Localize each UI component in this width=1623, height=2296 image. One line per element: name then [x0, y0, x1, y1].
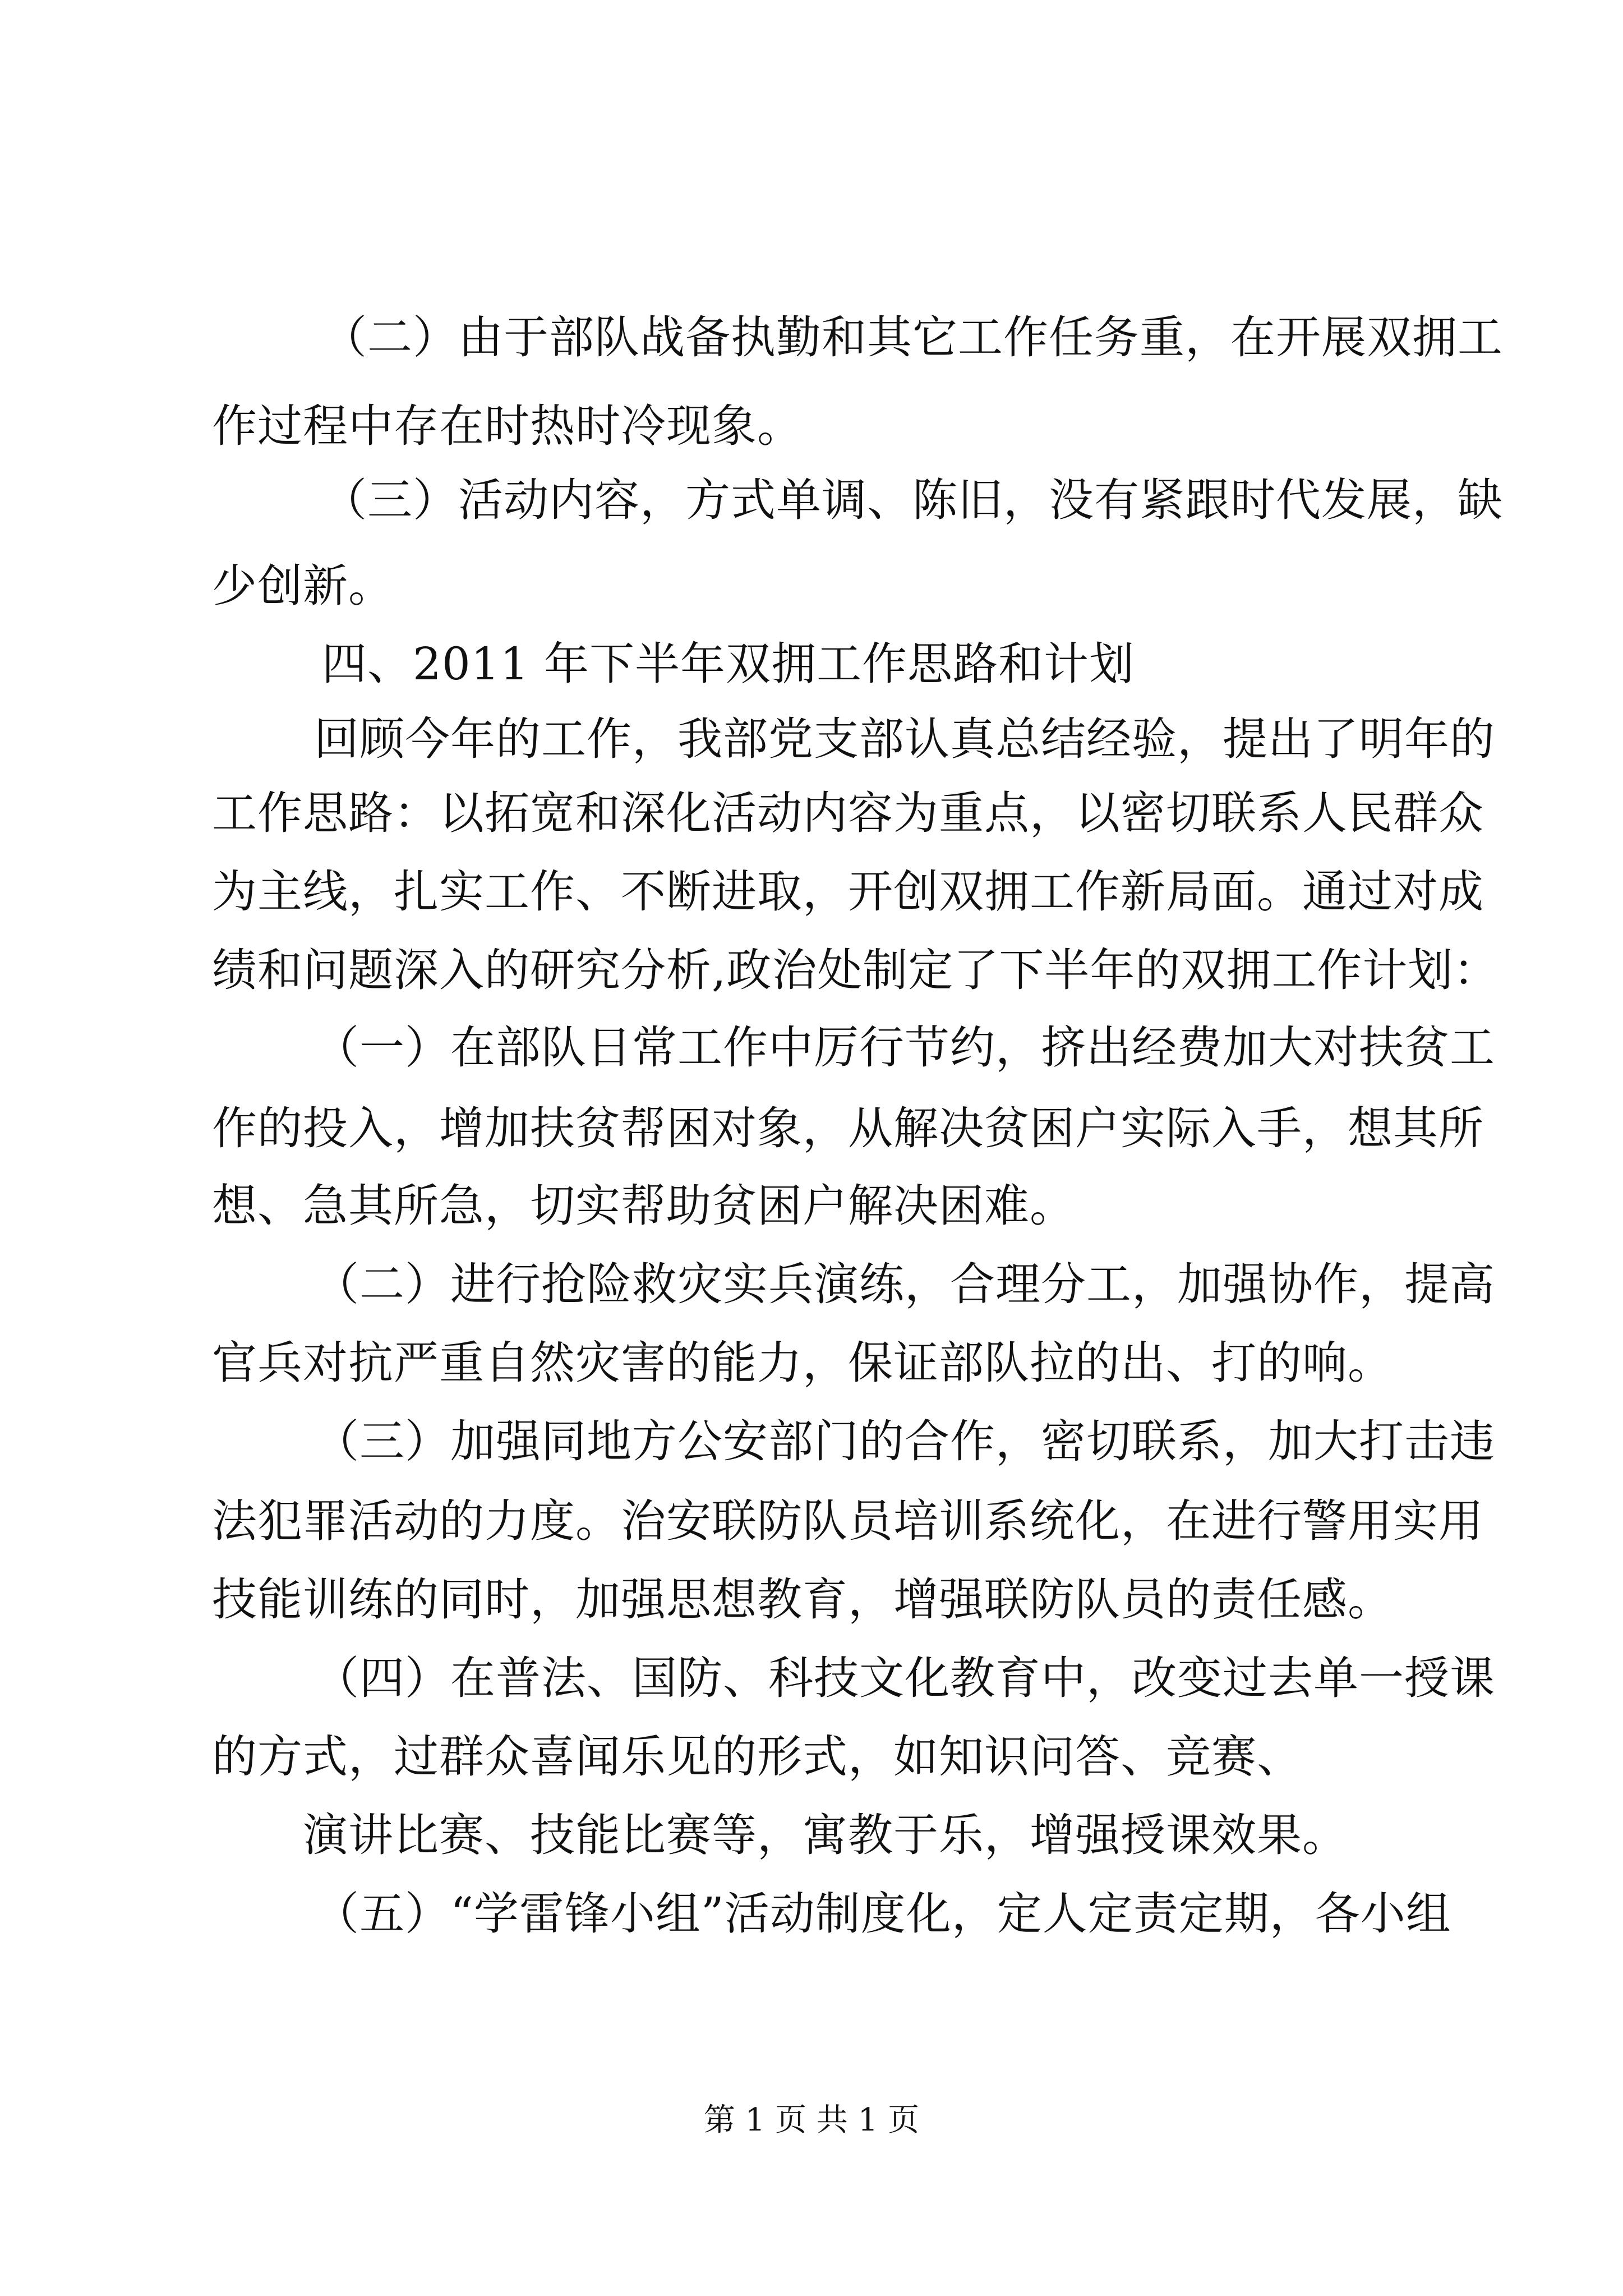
page-number-footer: 第 1 页 共 1 页: [703, 2102, 920, 2138]
text-line: 工作思路：以拓宽和深化活动内容为重点，以密切联系人民群众: [212, 787, 1484, 839]
text-line: 演讲比赛、技能比赛等，寓教于乐，增强授课效果。: [303, 1809, 1348, 1861]
text-line: （一）在部队日常工作中厉行节约，挤出经费加大对扶贫工: [314, 1022, 1495, 1074]
section-heading: 四、2011 年下半年双拥工作思路和计划: [322, 638, 1135, 690]
text-line: 官兵对抗严重自然灾害的能力，保证部队拉的出、打的响。: [212, 1337, 1393, 1389]
text-line: 回顾今年的工作，我部党支部认真总结经验，提出了明年的: [314, 713, 1495, 765]
text-line: 法犯罪活动的力度。治安联防队员培训系统化，在进行警用实用: [212, 1495, 1484, 1547]
text-line: （二）进行抢险救灾实兵演练，合理分工，加强协作，提高: [314, 1258, 1495, 1310]
text-line: 想、急其所急，切实帮助贫困户解决困难。: [212, 1180, 1075, 1232]
text-line: 技能训练的同时，加强思想教育，增强联防队员的责任感。: [212, 1573, 1393, 1626]
text-line: 少创新。: [212, 560, 394, 612]
text-line: 为主线，扎实工作、不断进取，开创双拥工作新局面。通过对成: [212, 866, 1484, 918]
text-line: （三）活动内容，方式单调、陈旧，没有紧跟时代发展，缺: [322, 474, 1503, 526]
text-line: （五）“学雷锋小组”活动制度化，定人定责定期，各小组: [314, 1888, 1451, 1940]
text-line: （四）在普法、国防、科技文化教育中，改变过去单一授课: [314, 1652, 1495, 1704]
text-line: （三）加强同地方公安部门的合作，密切联系，加大打击违: [314, 1415, 1495, 1467]
text-line: 的方式，过群众喜闻乐见的形式，如知识问答、竞赛、: [212, 1731, 1302, 1783]
text-line: （二）由于部队战备执勤和其它工作任务重，在开展双拥工: [322, 311, 1503, 364]
text-line: 作的投入，增加扶贫帮困对象，从解决贫困户实际入手，想其所: [212, 1102, 1484, 1154]
text-line: 绩和问题深入的研究分析,政治处制定了下半年的双拥工作计划：: [212, 944, 1499, 996]
text-line: 作过程中存在时热时冷现象。: [212, 400, 803, 452]
